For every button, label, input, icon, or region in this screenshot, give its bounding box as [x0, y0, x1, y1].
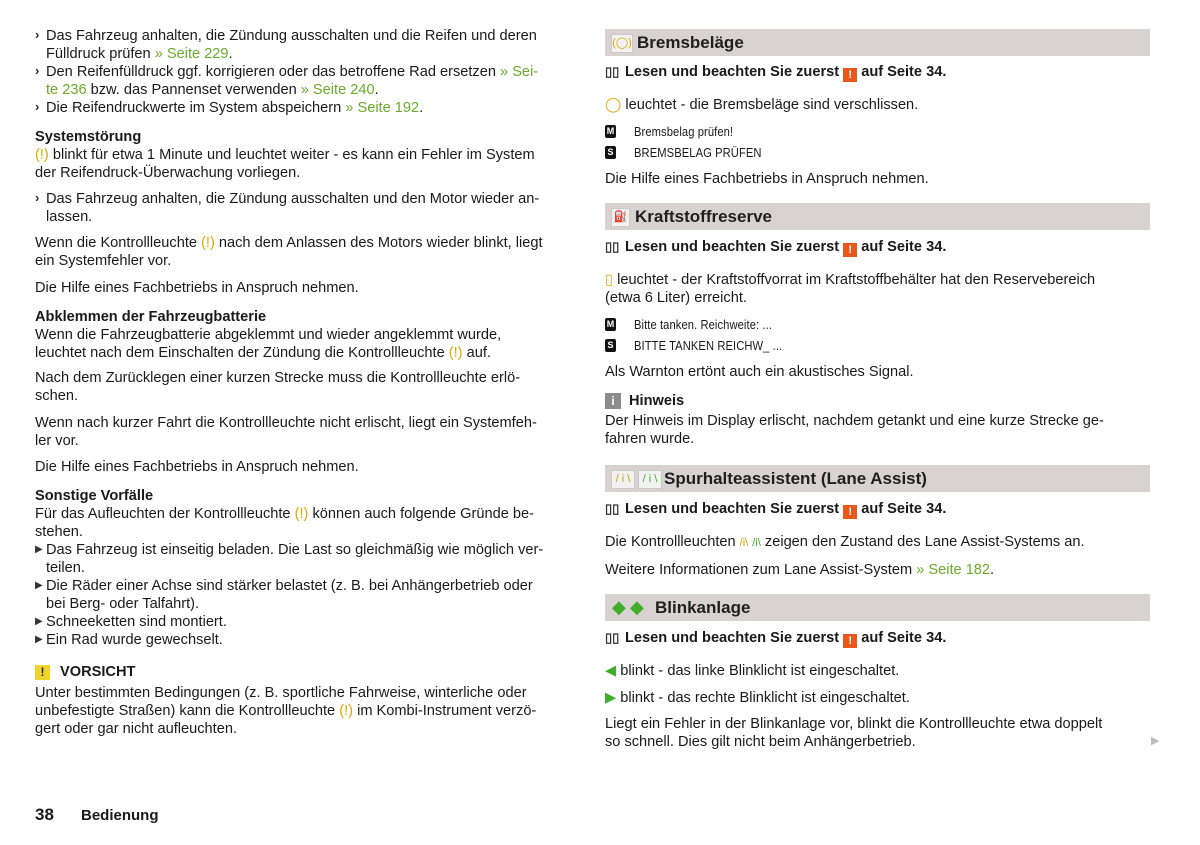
badge-m-icon: M	[606, 126, 615, 136]
step-arrow-icon: ›	[35, 190, 40, 205]
left-turn-text	[605, 662, 899, 680]
section-title: Spurhalteassistent (Lane Assist)	[664, 469, 927, 488]
bullet-item	[35, 631, 580, 649]
body-text: Wenn die Fahrzeugbatterie abgeklemmt und wieder angeklemmt wurde,	[35, 327, 502, 343]
badge-m-icon: M	[606, 319, 615, 329]
body-text: Liegt ein Fehler in der Blinkanlage vor, blinkt die Kontrollleuchte etwa doppelt	[605, 716, 1103, 732]
warning-square-icon: !	[843, 68, 857, 82]
read-first-page: auf Seite 34.	[857, 501, 947, 517]
right-arrow-icon: ◆	[630, 597, 644, 617]
systemstoerung-block	[35, 128, 580, 182]
paragraph-short-distance	[35, 369, 580, 405]
body-text: leuchtet nach dem Einschalten der Zündung die Kontrollleuchte	[35, 345, 449, 361]
bullet-item	[35, 577, 580, 613]
body-text: Schneeketten sind montiert.	[46, 614, 227, 630]
section-header-fuel-reserve	[605, 203, 1150, 230]
step-correct-pressure	[35, 63, 580, 99]
caution-icon: !	[35, 665, 50, 680]
warning-square-icon: !	[843, 634, 857, 648]
fuel-pump-icon: ⛽	[611, 208, 630, 227]
lane-assist-more	[605, 561, 994, 579]
body-text: Ein Rad wurde gewechselt.	[46, 632, 223, 648]
body-text: zeigen den Zustand des Lane Assist-Systems an.	[760, 534, 1085, 550]
caution-heading: VORSICHT	[60, 664, 136, 680]
step-arrow-icon: ›	[35, 99, 40, 114]
body-text: Weitere Informationen zum Lane Assist-System	[605, 562, 917, 578]
paragraph-blinks-again	[35, 234, 580, 270]
tyre-pressure-warning-icon: (!)	[201, 235, 215, 251]
section-header-turn-signals	[605, 594, 1150, 621]
read-first-page: auf Seite 34.	[857, 64, 947, 80]
body-text: blinkt - das linke Blinklicht ist eingeschaltet.	[616, 663, 900, 679]
lane-assist-green-icon: /i\	[752, 537, 761, 549]
read-first-note	[605, 64, 946, 82]
bullet-triangle-icon: ▶	[35, 544, 43, 555]
page-link[interactable]: te 236	[46, 82, 87, 98]
punct: .	[990, 562, 995, 578]
read-first-page: auf Seite 34.	[857, 239, 947, 255]
lane-assist-green-icon: / i \	[638, 470, 662, 489]
lane-assist-yellow-icon: /i\	[739, 537, 749, 549]
tyre-pressure-warning-icon: (!)	[339, 703, 354, 719]
left-arrow-icon: ◆	[612, 597, 626, 617]
section-title: Kraftstoffreserve	[635, 207, 772, 226]
body-text: Die Räder einer Achse sind stärker belastet (z. B. bei Anhängerbetrieb oder	[46, 578, 533, 594]
body-text: so schnell. Dies gilt nicht beim Anhängerbetrieb.	[605, 734, 916, 750]
step-text: Die Reifendruckwerte im System abspeichern	[46, 100, 346, 116]
page-link[interactable]: » Seite 240	[300, 82, 375, 98]
body-text: auf.	[462, 345, 491, 361]
lane-assist-text	[605, 533, 1085, 552]
bullet-item	[35, 613, 580, 631]
punct: .	[374, 82, 379, 98]
section-title: Blinkanlage	[655, 598, 751, 617]
read-first-note	[605, 239, 946, 257]
paragraph-help: Die Hilfe eines Fachbetriebs in Anspruch nehmen.	[35, 280, 359, 296]
right-turn-text	[605, 689, 910, 707]
fuel-reserve-text	[605, 271, 1150, 307]
read-first-note	[605, 501, 946, 519]
sonstige-block	[35, 487, 580, 541]
book-icon: ▯▯	[605, 64, 620, 79]
read-first-text: Lesen und beachten Sie zuerst	[625, 630, 844, 646]
body-text: ler vor.	[35, 433, 79, 449]
brake-pad-warning-icon: ◯	[605, 97, 622, 113]
tyre-pressure-warning-icon: (!)	[294, 506, 309, 522]
page-link[interactable]: » Seite 192	[345, 100, 420, 116]
section-header-lane-assist	[605, 465, 1150, 492]
page-link[interactable]: » Seite 182	[916, 562, 991, 578]
book-icon: ▯▯	[605, 239, 620, 254]
step-text: Das Fahrzeug anhalten, die Zündung ausschalten und die Reifen und deren	[46, 28, 537, 44]
bullet-triangle-icon: ▶	[35, 634, 43, 645]
hinweis-box	[605, 392, 1150, 448]
page-link[interactable]: » Sei-	[500, 64, 539, 80]
step-text: Fülldruck prüfen	[46, 46, 155, 62]
body-text: Als Warnton ertönt auch ein akustisches Signal.	[605, 364, 914, 380]
step-text: lassen.	[46, 209, 93, 225]
step-text: Den Reifenfülldruck ggf. korrigieren oder das betroffene Rad ersetzen	[46, 64, 501, 80]
body-text: teilen.	[46, 560, 85, 576]
body-text: blinkt für etwa 1 Minute und leuchtet weiter - es kann ein Fehler im System	[48, 147, 535, 163]
section-header-brake-pads	[605, 29, 1150, 56]
body-text: leuchtet - der Kraftstoffvorrat im Kraftstoffbehälter hat den Reservebereich	[613, 272, 1096, 288]
body-text: im Kombi-Instrument verzö-	[353, 703, 537, 719]
vorsicht-box	[35, 663, 580, 738]
punct: .	[419, 100, 424, 116]
brake-pad-warning-icon: (◯)	[611, 34, 633, 53]
warning-square-icon: !	[843, 243, 857, 257]
paragraph-help: Die Hilfe eines Fachbetriebs in Anspruch nehmen.	[35, 459, 359, 475]
step-stop-check-tyres	[35, 27, 580, 63]
body-text: leuchtet - die Bremsbeläge sind verschlissen.	[621, 97, 919, 113]
body-text: fahren wurde.	[605, 431, 695, 447]
display-message: BREMSBELAG PRÜFEN	[634, 145, 762, 160]
tyre-pressure-warning-icon: (!)	[35, 147, 49, 163]
lane-assist-yellow-icon: / i \	[611, 470, 635, 489]
subheading: Systemstörung	[35, 129, 142, 145]
punct: .	[228, 46, 233, 62]
abklemmen-block	[35, 308, 580, 362]
bullet-item	[35, 541, 580, 577]
body-text: gert oder gar nicht aufleuchten.	[35, 721, 238, 737]
body-text: Die Hilfe eines Fachbetriebs in Anspruch nehmen.	[605, 171, 929, 187]
body-text: nach dem Anlassen des Motors wieder blinkt, liegt	[214, 235, 543, 251]
body-text: Unter bestimmten Bedingungen (z. B. sportliche Fahrweise, winterliche oder	[35, 685, 527, 701]
continue-arrow-icon: ▶	[1151, 735, 1160, 747]
read-first-text: Lesen und beachten Sie zuerst	[625, 239, 844, 255]
body-text: Nach dem Zurücklegen einer kurzen Strecke muss die Kontrollleuchte erlö-	[35, 370, 521, 386]
info-icon: i	[605, 393, 621, 409]
paragraph-system-error	[35, 414, 580, 450]
subheading: Sonstige Vorfälle	[35, 488, 154, 504]
body-text: stehen.	[35, 524, 83, 540]
step-text: Das Fahrzeug anhalten, die Zündung ausschalten und den Motor wieder an-	[46, 191, 540, 207]
bullet-triangle-icon: ▶	[35, 580, 43, 591]
body-text: der Reifendruck-Überwachung vorliegen.	[35, 165, 301, 181]
body-text: Wenn nach kurzer Fahrt die Kontrollleuchte nicht erlischt, liegt ein Systemfeh-	[35, 415, 537, 431]
read-first-note	[605, 630, 946, 648]
right-arrow-icon: ▶	[605, 690, 617, 706]
display-message: BITTE TANKEN REICHW_ ...	[634, 338, 783, 353]
note-heading: Hinweis	[629, 393, 685, 409]
body-text: Wenn die Kontrollleuchte	[35, 235, 202, 251]
step-text: bzw. das Pannenset verwenden	[86, 82, 301, 98]
step-arrow-icon: ›	[35, 63, 40, 78]
display-message: Bremsbelag prüfen!	[634, 124, 734, 139]
bullet-triangle-icon: ▶	[35, 616, 43, 627]
body-text: unbefestigte Straßen) kann die Kontrollleuchte	[35, 703, 340, 719]
tyre-pressure-warning-icon: (!)	[448, 345, 463, 361]
read-first-text: Lesen und beachten Sie zuerst	[625, 64, 844, 80]
step-save-pressure	[35, 99, 580, 117]
read-first-text: Lesen und beachten Sie zuerst	[625, 501, 844, 517]
read-first-page: auf Seite 34.	[857, 630, 947, 646]
display-message: Bitte tanken. Reichweite: ...	[634, 317, 772, 332]
warning-square-icon: !	[843, 505, 857, 519]
page-link[interactable]: » Seite 229	[154, 46, 229, 62]
book-icon: ▯▯	[605, 630, 620, 645]
step-stop-restart	[35, 190, 580, 226]
turn-signal-fault	[605, 715, 1150, 751]
page-number: 38	[35, 805, 54, 824]
body-text: können auch folgende Gründe be-	[308, 506, 534, 522]
body-text: Für das Aufleuchten der Kontrollleuchte	[35, 506, 295, 522]
badge-s-icon: S	[605, 339, 616, 352]
body-text: (etwa 6 Liter) erreicht.	[605, 290, 747, 306]
body-text: ein Systemfehler vor.	[35, 253, 172, 269]
footer-section: Bedienung	[81, 807, 159, 824]
body-text: schen.	[35, 388, 78, 404]
badge-s-icon: S	[605, 146, 616, 159]
body-text: Der Hinweis im Display erlischt, nachdem getankt und eine kurze Strecke ge-	[605, 413, 1104, 429]
section-title: Bremsbeläge	[637, 33, 744, 52]
step-arrow-icon: ›	[35, 27, 40, 42]
subheading: Abklemmen der Fahrzeugbatterie	[35, 309, 267, 325]
book-icon: ▯▯	[605, 501, 620, 516]
left-arrow-icon: ◀	[605, 663, 617, 679]
fuel-pump-icon: ▯	[605, 272, 614, 288]
body-text: Das Fahrzeug ist einseitig beladen. Die Last so gleichmäßig wie möglich ver-	[46, 542, 544, 558]
body-text: blinkt - das rechte Blinklicht ist eingeschaltet.	[616, 690, 910, 706]
body-text: bei Berg- oder Talfahrt).	[46, 596, 200, 612]
body-text: Die Kontrollleuchten	[605, 534, 740, 550]
brake-pads-text	[605, 96, 918, 114]
